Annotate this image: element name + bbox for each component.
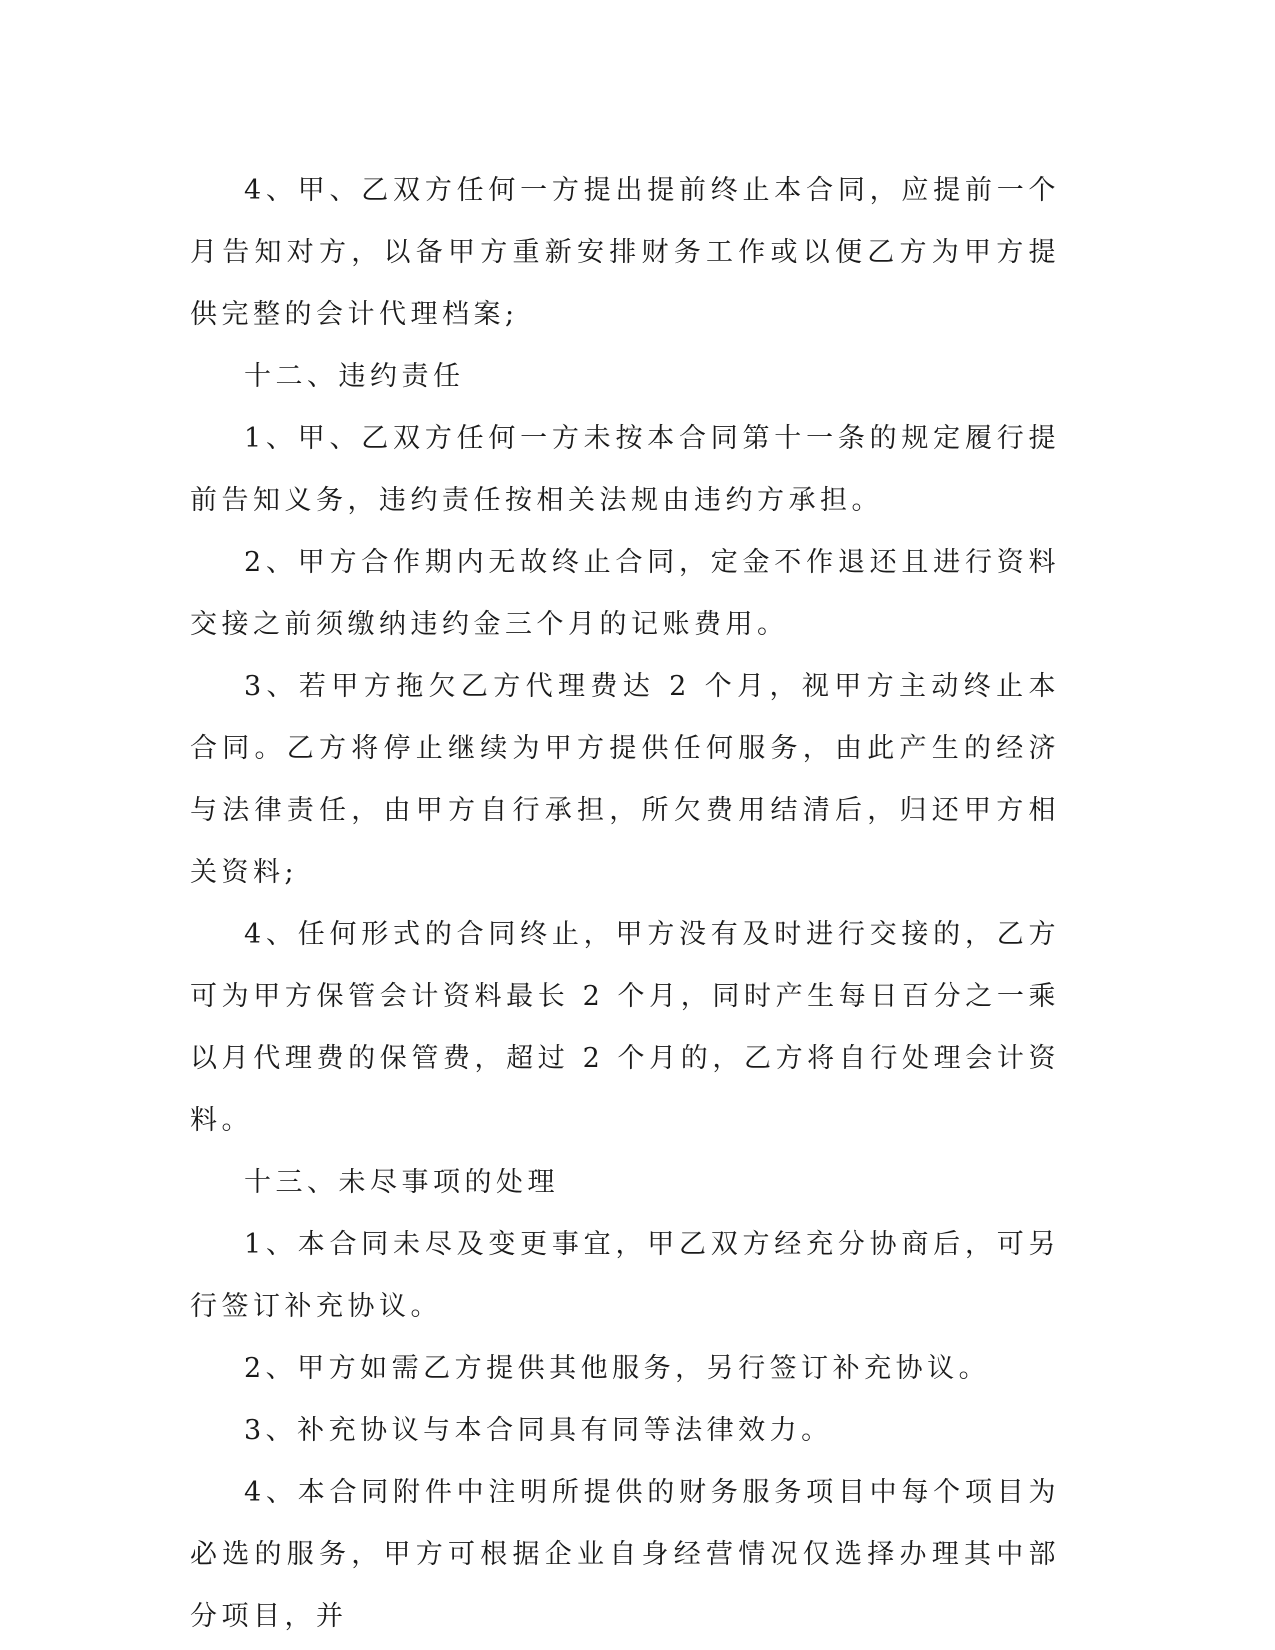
section-heading-breach-liability: 十二、违约责任 (244, 361, 465, 392)
paragraph-unresolved-2: 2、甲方如需乙方提供其他服务，另行签订补充协议。 (244, 1353, 991, 1384)
paragraph-breach-4: 4、任何形式的合同终止，甲方没有及时进行交接的，乙方可为甲方保管会计资料最长 2 个月，同时产生每日百分之一乘以月代理费的保管费，超过 2 个月的，乙方将自行处理会计资料。 (190, 919, 1060, 1136)
paragraph-unresolved-4: 4、本合同附件中注明所提供的财务服务项目中每个项目为必选的服务，甲方可根据企业自身经营情况仅选择办理其中部分项目，并 (190, 1477, 1060, 1632)
paragraph-breach-1: 1、甲、乙双方任何一方未按本合同第十一条的规定履行提前告知义务，违约责任按相关法规由违约方承担。 (190, 423, 1060, 516)
paragraph-unresolved-1: 1、本合同未尽及变更事宜，甲乙双方经充分协商后，可另行签订补充协议。 (190, 1229, 1060, 1322)
paragraph-breach-3: 3、若甲方拖欠乙方代理费达 2 个月，视甲方主动终止本合同。乙方将停止继续为甲方提供任何服务，由此产生的经济与法律责任，由甲方自行承担，所欠费用结清后，归还甲方相关资料; (190, 671, 1060, 888)
paragraph-early-termination-notice: 4、甲、乙双方任何一方提出提前终止本合同，应提前一个月告知对方，以备甲方重新安排财务工作或以便乙方为甲方提供完整的会计代理档案; (190, 175, 1060, 330)
section-heading-unresolved-matters: 十三、未尽事项的处理 (244, 1167, 559, 1198)
document-body (190, 160, 1060, 1648)
paragraph-unresolved-3: 3、补充协议与本合同具有同等法律效力。 (244, 1415, 833, 1446)
paragraph-breach-2: 2、甲方合作期内无故终止合同，定金不作退还且进行资料交接之前须缴纳违约金三个月的记账费用。 (190, 547, 1060, 640)
